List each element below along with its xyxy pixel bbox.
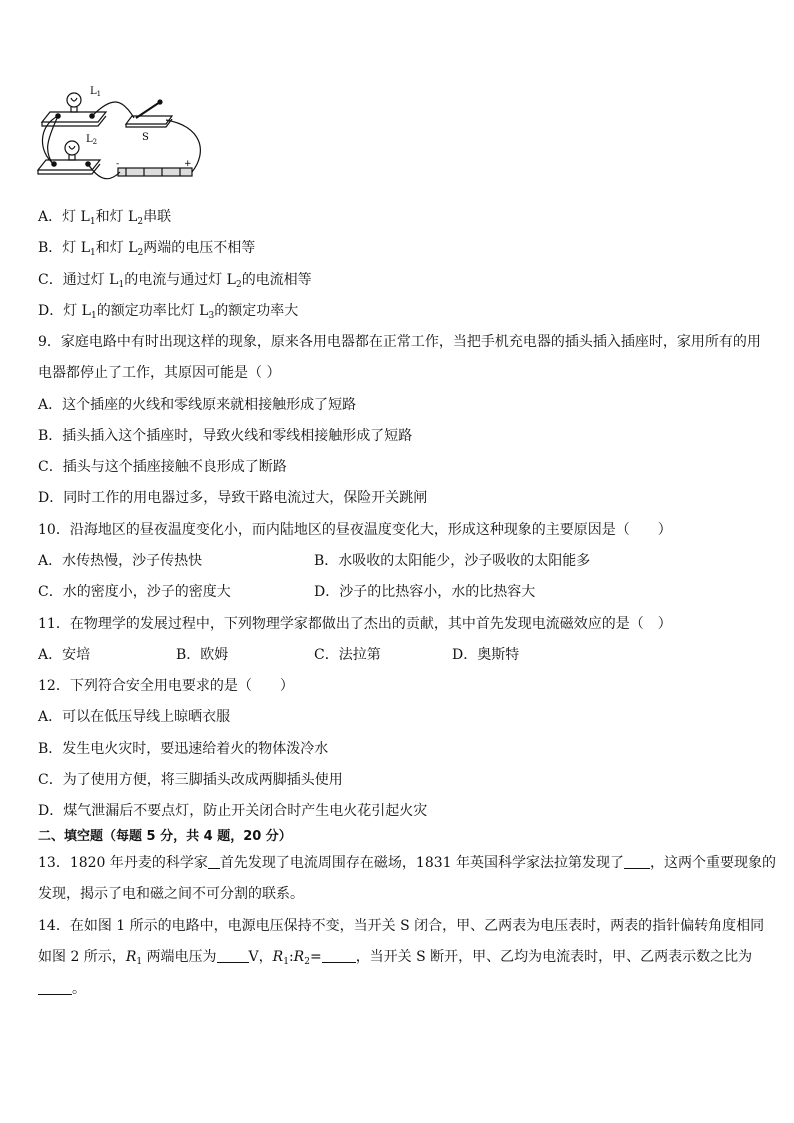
q10-option-c: C．水的密度小，沙子的密度大 [38, 584, 231, 600]
q13-line2: 发现，揭示了电和磁之间不可分割的联系。 [38, 886, 304, 902]
q14-blank-3[interactable] [38, 980, 72, 995]
q9-stem-line1: 9．家庭电路中有时出现这样的现象，原来各用电器都在正常工作，当把手机充电器的插头插入插座时，家用所有的用 [38, 334, 761, 350]
q11-option-b: B．欧姆 [176, 647, 229, 663]
q11-option-c: C．法拉第 [314, 647, 381, 663]
q10-stem: 10．沿海地区的昼夜温度变化小，而内陆地区的昼夜温度变化大，形成这种现象的主要原因是（ ） [38, 522, 672, 538]
q9-option-d: D．同时工作的用电器过多，导致干路电流过大，保险开关跳闸 [38, 490, 428, 506]
q12-option-a: A．可以在低压导线上晾晒衣服 [38, 709, 231, 725]
q10-option-b: B．水吸收的太阳能少，沙子吸收的太阳能多 [314, 553, 591, 569]
q12-stem: 12．下列符合安全用电要求的是（ ） [38, 678, 294, 694]
q9-option-b: B．插头插入这个插座时，导致火线和零线相接触形成了短路 [38, 428, 413, 444]
q13-blank-2[interactable] [624, 854, 650, 869]
q11-stem: 11．在物理学的发展过程中，下列物理学家都做出了杰出的贡献，其中首先发现电流磁效应的是（ ） [38, 616, 672, 632]
section2-heading: 二、填空题（每题 5 分，共 4 题，20 分） [38, 829, 292, 844]
q11-option-d: D．奥斯特 [452, 647, 520, 663]
circuit-diagram [36, 82, 208, 190]
q10-option-d: D．沙子的比热容小，水的比热容大 [314, 584, 536, 600]
q14-line1: 14．在如图 1 所示的电路中，电源电压保持不变，当开关 S 闭合，甲、乙两表为电压表时，两表的指针偏转角度相同 [38, 918, 765, 934]
q8-option-d: D．灯 $L_1$的额定功率比灯 $L_3$的额定功率大 [38, 303, 299, 321]
label-switch: S [142, 132, 149, 143]
q12-option-b: B．发生电火灾时，要迅速给着火的物体泼冷水 [38, 741, 329, 757]
label-plus: + [184, 159, 192, 169]
q9-option-a: A．这个插座的火线和零线原来就相接触形成了短路 [38, 397, 357, 413]
q9-stem-line2: 电器都停止了工作，其原因可能是（ ） [38, 365, 281, 381]
q10-option-a: A．水传热慢，沙子传热快 [38, 553, 203, 569]
label-minus: - [116, 159, 120, 169]
label-l2: $L_2$ [86, 134, 98, 146]
q14-line2: 如图 2 所示，$R_1$ 两端电压为 V，$R_1:R_2=$ ，当开关 S 断开，甲、乙均为电流表时，甲、乙两表示数之比为 [38, 949, 753, 967]
q14-blank-1[interactable] [217, 948, 249, 963]
q13-blank-1[interactable] [208, 854, 220, 869]
label-l1: $L_1$ [90, 86, 102, 98]
q9-option-c: C．插头与这个插座接触不良形成了断路 [38, 459, 287, 475]
q11-option-a: A．安培 [38, 647, 91, 663]
q14-line3: 。 [38, 980, 86, 998]
q8-option-c: C．通过灯 $L_1$的电流与通过灯 $L_2$的电流相等 [38, 272, 312, 290]
q13-line1: 13．1820 年丹麦的科学家 首先发现了电流周围存在磁场，1831 年英国科学家法拉第发现了 ，这两个重要现象的 [38, 855, 776, 871]
q12-option-d: D．煤气泄漏后不要点灯，防止开关闭合时产生电火花引起火灾 [38, 803, 428, 819]
q14-blank-2[interactable] [322, 948, 356, 963]
q12-option-c: C．为了使用方便，将三脚插头改成两脚插头使用 [38, 772, 343, 788]
q8-option-a: A．灯 $L_1$和灯 $L_2$串联 [38, 209, 172, 227]
q8-option-b: B．灯 $L_1$和灯 $L_2$两端的电压不相等 [38, 240, 256, 258]
